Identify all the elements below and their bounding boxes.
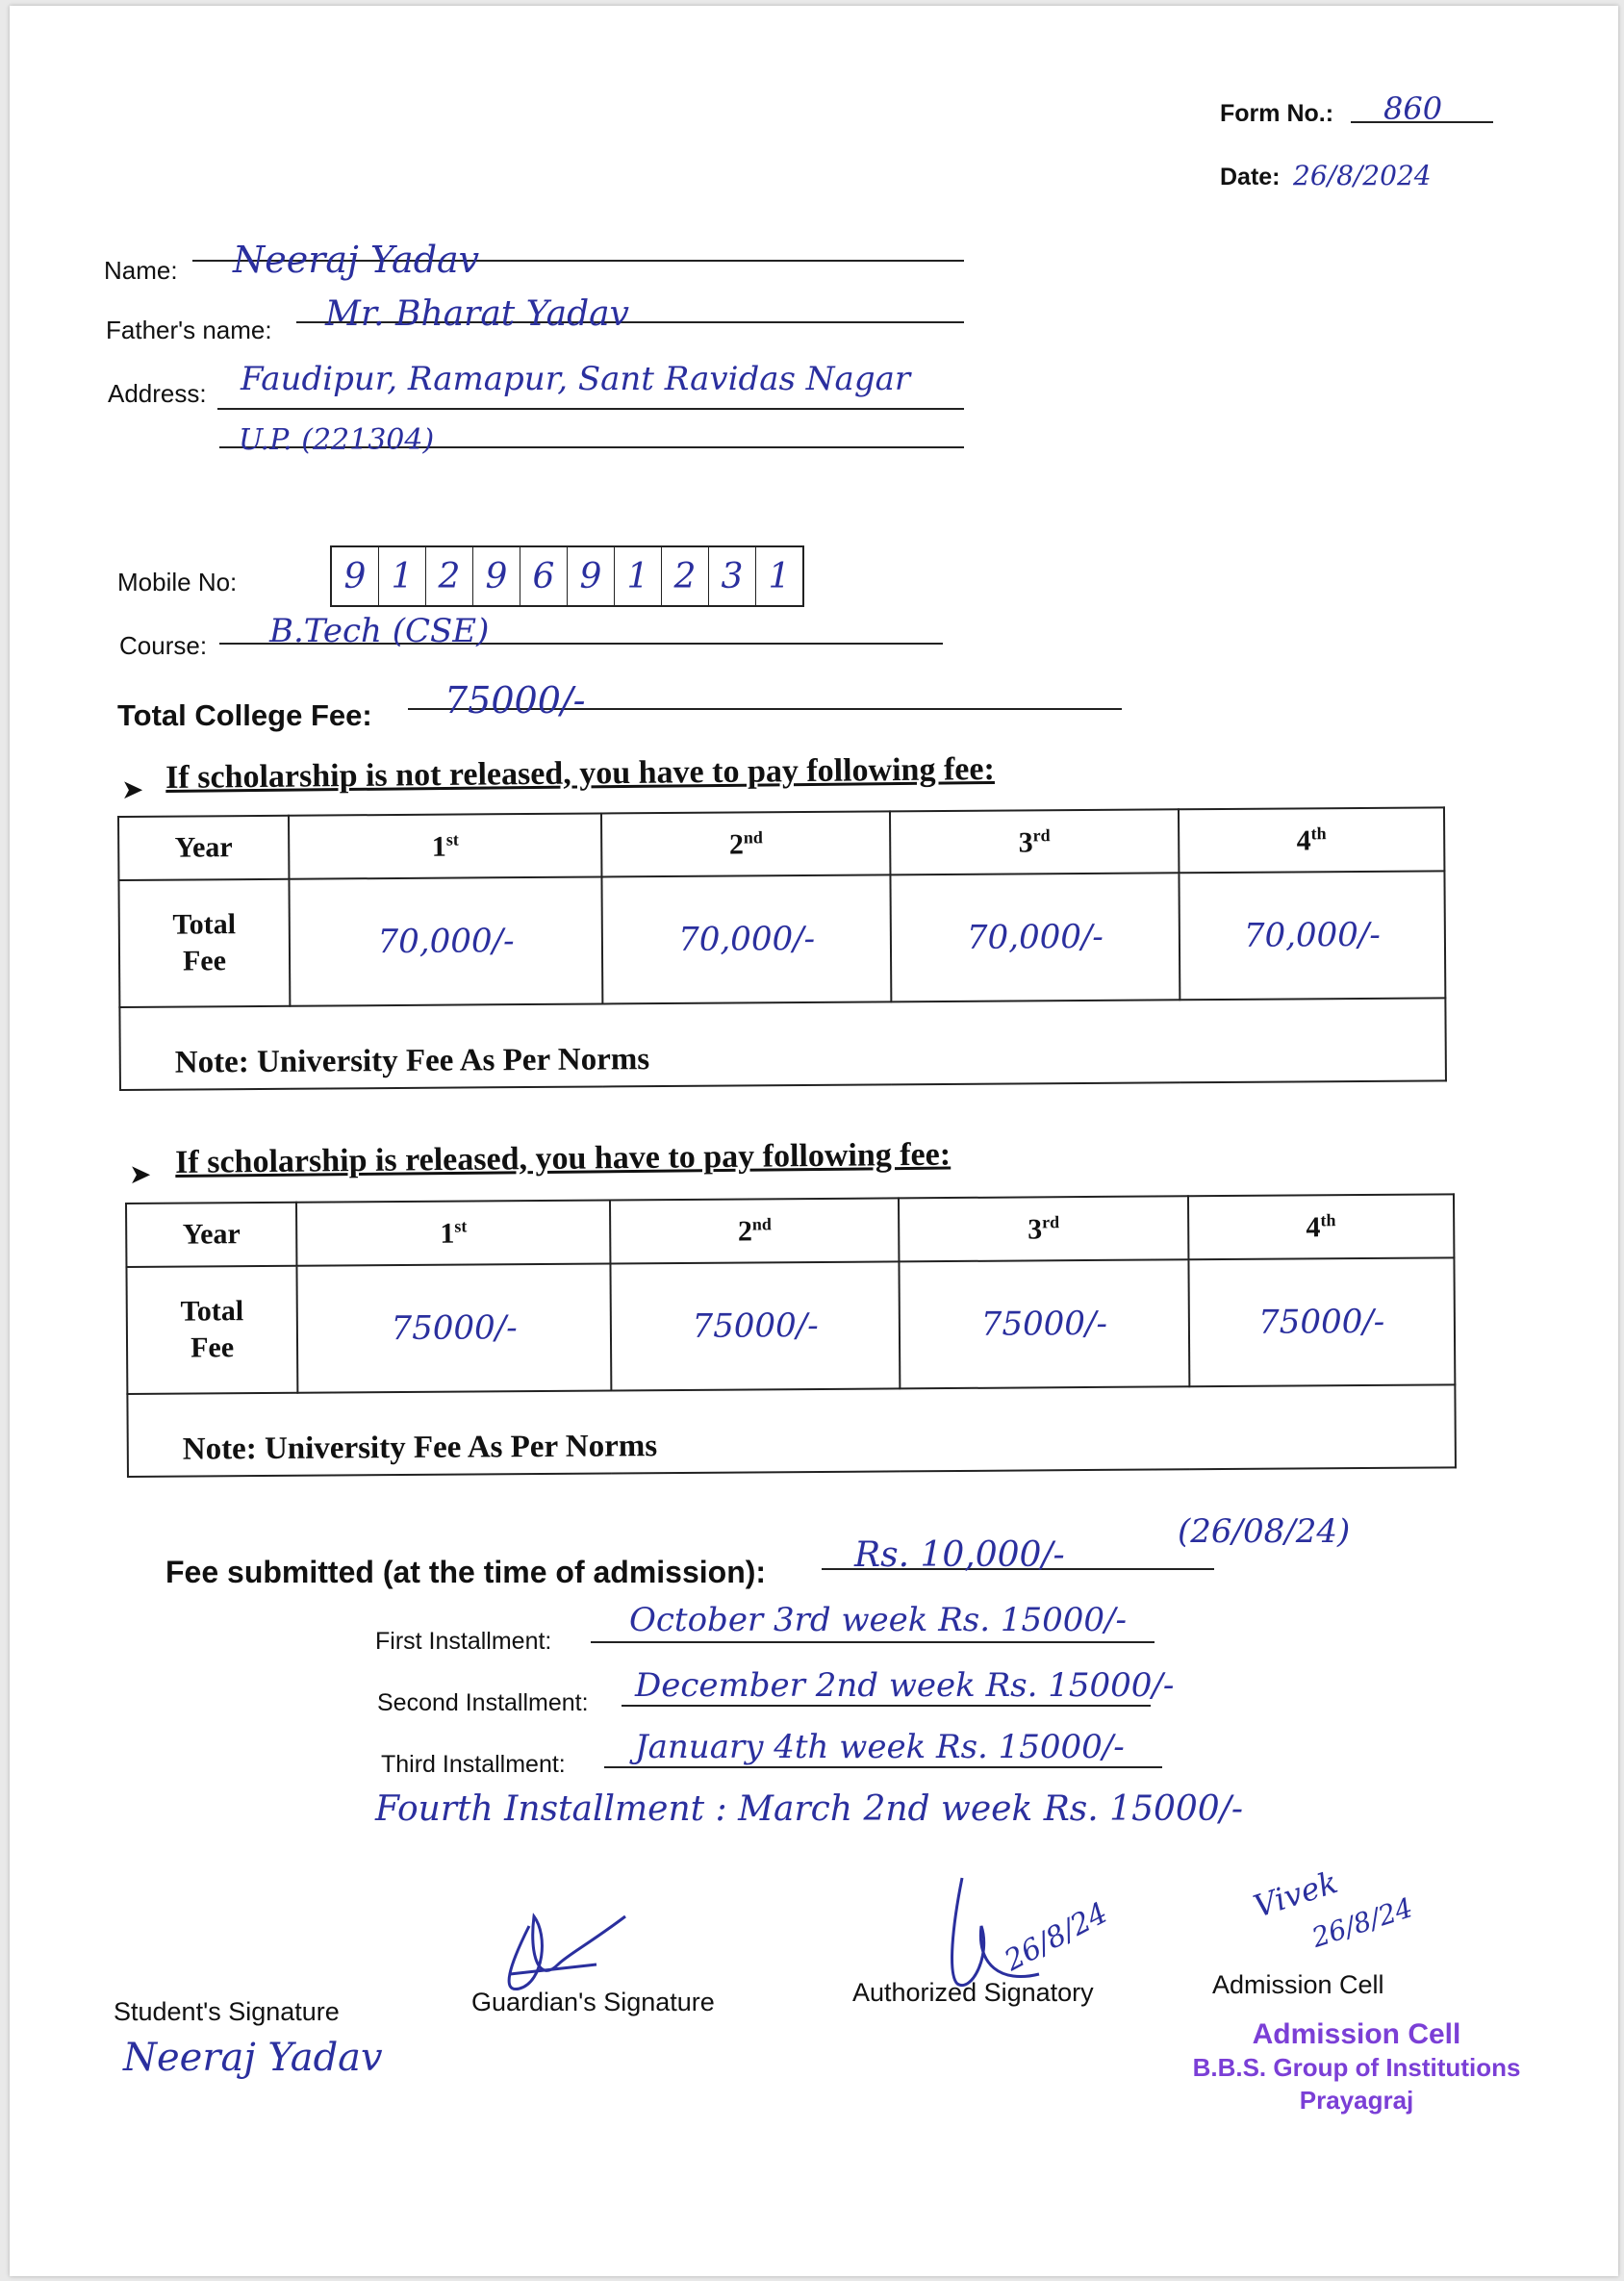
section-heading-not-released: If scholarship is not released, you have to pay following fee:	[165, 750, 995, 796]
fee-value: 75000/-	[900, 1259, 1189, 1388]
address-label: Address:	[108, 379, 207, 408]
bullet-arrow-icon: ➤	[129, 1159, 152, 1189]
mobile-digit: 2	[662, 547, 709, 605]
table-note: Note: University Fee As Per Norms	[119, 998, 1446, 1090]
year-4-header: 4th	[1187, 1194, 1454, 1259]
guardian-signature-label: Guardian's Signature	[471, 1988, 715, 2016]
form-sheet	[10, 6, 1618, 2276]
authorized-signatory-label: Authorized Signatory	[852, 1978, 1094, 2007]
fee-value: 70,000/-	[602, 874, 892, 1003]
mobile-digit-boxes	[330, 545, 804, 607]
year-3-header: 3rd	[890, 809, 1179, 874]
year-header: Year	[126, 1203, 297, 1267]
year-2-header: 2nd	[610, 1198, 900, 1263]
total-fee-row-label: Total Fee	[118, 879, 290, 1007]
total-fee-row-label: Total Fee	[126, 1266, 297, 1394]
address-line-2: U.P. (221304)	[239, 423, 435, 457]
year-1-header: 1st	[296, 1200, 610, 1265]
form-no-value: 860	[1383, 90, 1443, 127]
third-installment-value: January 4th week Rs. 15000/-	[635, 1728, 1125, 1766]
first-installment-underline	[591, 1641, 1155, 1643]
student-signature: Neeraj Yadav	[123, 2036, 383, 2080]
year-1-header: 1st	[289, 813, 602, 878]
fee-table-not-released	[117, 806, 1447, 1091]
total-fee-label: Total College Fee:	[117, 698, 372, 732]
stamp-line-2: B.B.S. Group of Institutions	[1192, 2053, 1521, 2082]
mobile-digit: 2	[426, 547, 473, 605]
year-header: Year	[118, 816, 289, 880]
authorized-sign-date: 26/8/24	[999, 1895, 1114, 1979]
third-installment-underline	[604, 1766, 1162, 1768]
mobile-digit: 1	[768, 556, 791, 596]
student-name: Neeraj Yadav	[233, 239, 480, 281]
address-underline-1	[217, 408, 964, 410]
father-label: Father's name:	[106, 316, 272, 344]
section-heading-released: If scholarship is released, you have to pay following fee:	[175, 1136, 952, 1180]
course-value: B.Tech (CSE)	[269, 612, 490, 650]
second-installment-value: December 2nd week Rs. 15000/-	[635, 1666, 1175, 1705]
student-signature-label: Student's Signature	[114, 1997, 340, 2026]
date-value: 26/8/2024	[1293, 160, 1432, 191]
fee-table-released	[125, 1193, 1457, 1478]
first-installment-label: First Installment:	[375, 1628, 552, 1655]
fourth-installment-handwritten: Fourth Installment : March 2nd week Rs. 15000/-	[375, 1789, 1243, 1829]
mobile-digit: 6	[520, 547, 568, 605]
bullet-arrow-icon: ➤	[121, 774, 144, 804]
stamp-line-1: Admission Cell	[1252, 2018, 1461, 2050]
mobile-label: Mobile No:	[117, 568, 238, 596]
total-fee-value: 75000/-	[444, 679, 586, 722]
fee-value: 75000/-	[611, 1261, 901, 1390]
admission-sign-date: 26/8/24	[1307, 1891, 1417, 1954]
fee-submitted-date: (26/08/24)	[1178, 1512, 1351, 1551]
admission-cell-stamp	[1174, 2018, 1539, 2116]
fee-value: 75000/-	[297, 1263, 612, 1392]
fee-submitted-value: Rs. 10,000/-	[854, 1535, 1065, 1575]
fee-value: 70,000/-	[891, 873, 1180, 1001]
fee-submitted-label: Fee submitted (at the time of admission):	[165, 1555, 767, 1589]
mobile-digit: 1	[379, 547, 426, 605]
fee-value: 70,000/-	[289, 876, 602, 1005]
name-label: Name:	[104, 256, 178, 285]
second-installment-label: Second Installment:	[377, 1689, 589, 1716]
date-label: Date:	[1220, 164, 1281, 190]
year-3-header: 3rd	[899, 1196, 1188, 1261]
second-installment-underline	[622, 1705, 1151, 1707]
fee-value: 75000/-	[1188, 1257, 1455, 1386]
mobile-digit: 9	[473, 547, 520, 605]
mobile-digit: 9	[568, 547, 615, 605]
table-note: Note: University Fee As Per Norms	[127, 1384, 1456, 1477]
year-4-header: 4th	[1179, 807, 1445, 873]
year-2-header: 2nd	[601, 811, 890, 876]
stamp-line-3: Prayagraj	[1299, 2086, 1414, 2115]
address-line-1: Faudipur, Ramapur, Sant Ravidas Nagar	[241, 360, 911, 398]
father-name: Mr. Bharat Yadav	[325, 294, 629, 334]
first-installment-value: October 3rd week Rs. 15000/-	[629, 1601, 1127, 1639]
admission-cell-label: Admission Cell	[1212, 1970, 1384, 1999]
fee-value: 70,000/-	[1179, 871, 1445, 1000]
mobile-digit: 9	[332, 547, 379, 605]
third-installment-label: Third Installment:	[381, 1751, 566, 1778]
mobile-digit: 1	[615, 547, 662, 605]
mobile-digit: 3	[709, 547, 756, 605]
form-no-label: Form No.:	[1220, 100, 1334, 127]
admission-sign-name: Vivek	[1249, 1863, 1342, 1925]
course-label: Course:	[119, 631, 208, 660]
